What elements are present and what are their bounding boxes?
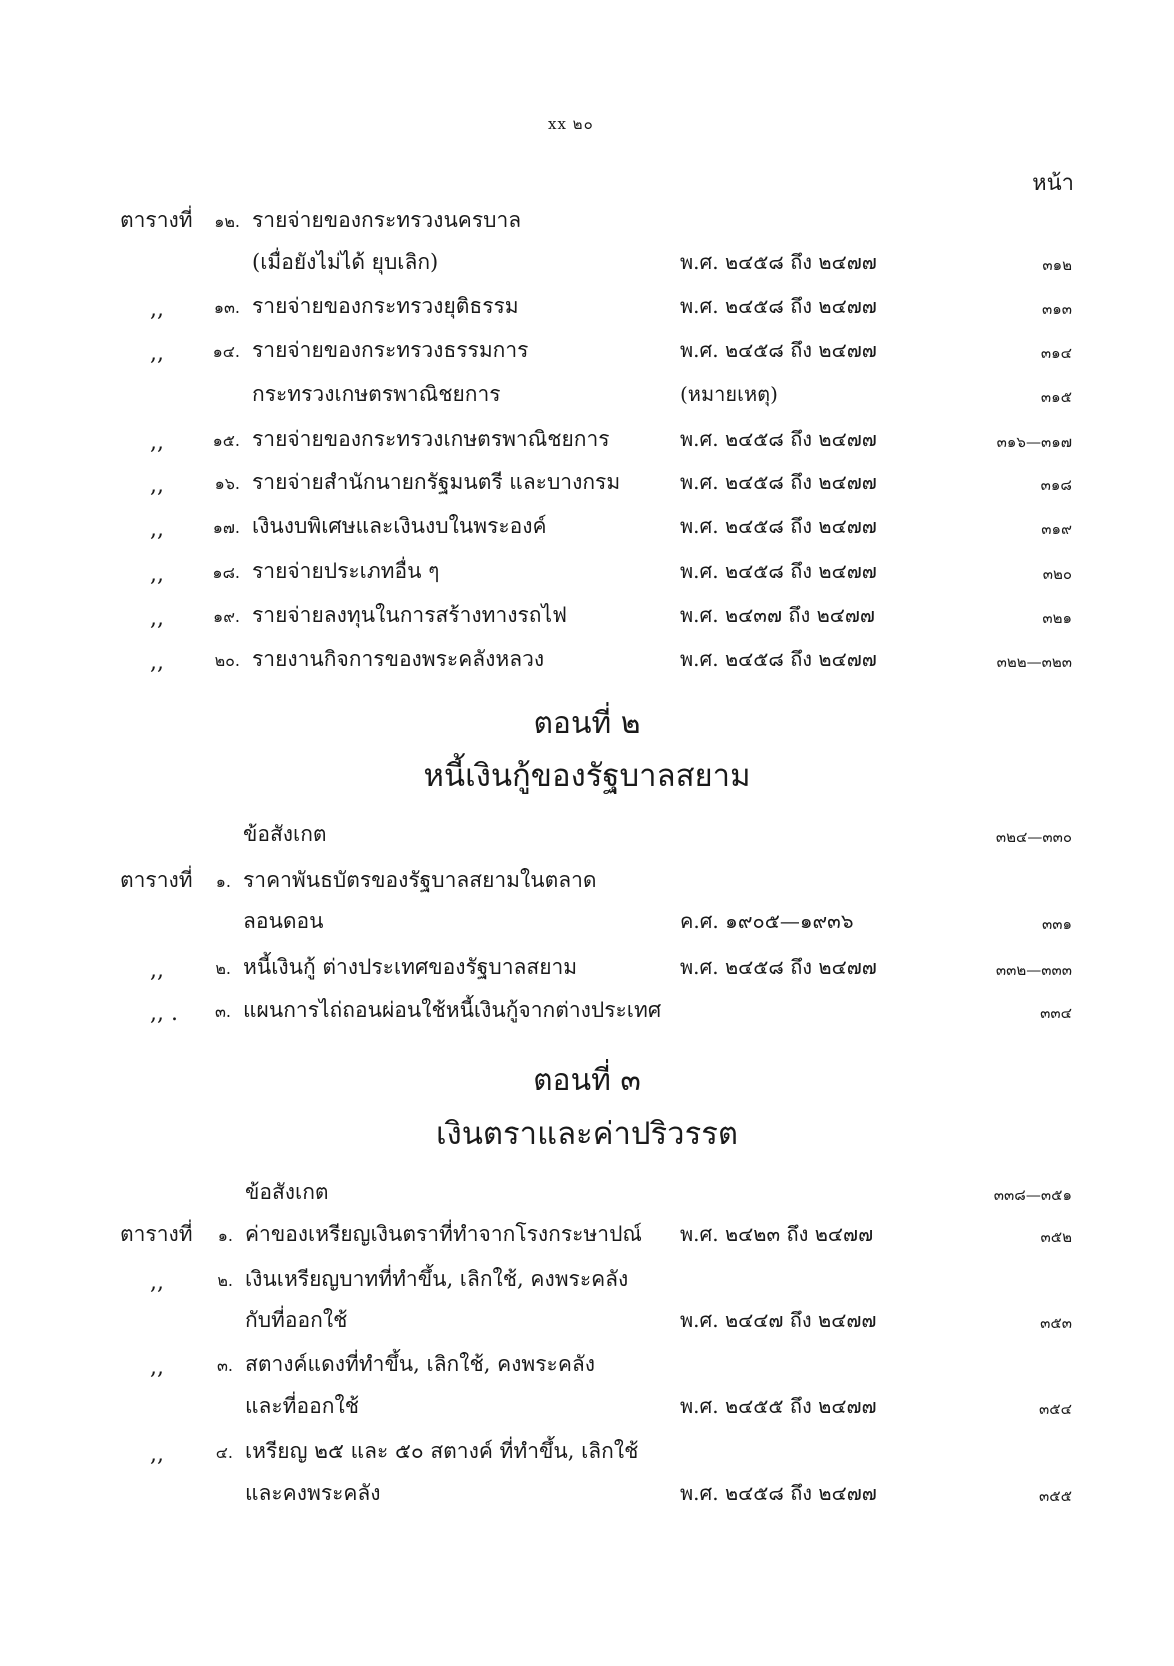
table-row-number: ๑๘.	[212, 563, 240, 582]
table-row-number: ๒.	[215, 959, 231, 978]
table-row-label: ,,	[150, 430, 164, 455]
table-row-date-range: (หมายเหตุ)	[680, 382, 778, 406]
table-row-page: ๓๕๒	[1040, 1228, 1072, 1246]
table-row-number: ๓.	[216, 1356, 233, 1375]
table-row-label: ,,	[150, 1355, 164, 1380]
table-row-description: รายจ่ายของกระทรวงนครบาล	[252, 208, 522, 232]
table-row-date-range: พ.ศ. ๒๔๕๘ ถึง ๒๔๗๗	[680, 427, 877, 451]
table-row-description: ค่าของเหรียญเงินตราที่ทำจากโรงกระษาปณ์	[245, 1222, 642, 1246]
table-row-description: รายจ่ายของกระทรวงเกษตรพาณิชยการ	[252, 427, 610, 451]
table-row-date-range: พ.ศ. ๒๔๕๘ ถึง ๒๔๗๗	[680, 1481, 877, 1505]
table-row-page: ๓๕๔	[1039, 1400, 1072, 1418]
table-row-description: รายจ่ายสำนักนายกรัฐมนตรี และบางกรม	[252, 470, 621, 494]
table-row-date-range: พ.ศ. ๒๔๒๓ ถึง ๒๔๗๗	[680, 1222, 874, 1246]
table-row-page: ๓๑๓	[1041, 300, 1072, 318]
table-row-label: ,,	[150, 1270, 164, 1295]
table-row-date-range: ค.ศ. ๑๙๐๕—๑๙๓๖	[680, 909, 854, 933]
table-row-number: ๓.	[214, 1002, 231, 1021]
table-row-description: แผนการไถ่ถอนผ่อนใช้หนี้เงินกู้จากต่างประเทศ	[243, 998, 662, 1022]
table-row-description: และที่ออกใช้	[245, 1394, 359, 1418]
part2-title: หนี้เงินกู้ของรัฐบาลสยาม	[423, 758, 751, 794]
table-row-description: ลอนดอน	[243, 909, 324, 933]
table-row-date-range: พ.ศ. ๒๔๕๘ ถึง ๒๔๗๗	[680, 294, 877, 318]
table-row-page: ๓๑๙	[1041, 520, 1072, 538]
table-row-number: ๑๙.	[213, 607, 240, 626]
table-row-description: รายจ่ายของกระทรวงยุติธรรม	[252, 294, 519, 318]
table-row-page: ๓๒๔—๓๓๐	[995, 828, 1072, 846]
table-row-number: ๑.	[217, 1226, 233, 1245]
table-row-page: ๓๒๑	[1042, 609, 1072, 627]
table-row-label: ตารางที่	[120, 208, 193, 232]
table-row-description: และคงพระคลัง	[245, 1481, 381, 1505]
table-row-label: ,,	[150, 1442, 164, 1467]
table-row-date-range: พ.ศ. ๒๔๕๘ ถึง ๒๔๗๗	[680, 250, 877, 274]
table-row-label: ,,	[150, 562, 164, 587]
table-row-date-range: พ.ศ. ๒๔๕๘ ถึง ๒๔๗๗	[680, 955, 877, 979]
table-row-label: ,,	[150, 473, 164, 498]
table-row-number: ๑๖.	[214, 474, 240, 493]
table-row-page: ๓๑๕	[1040, 388, 1072, 406]
table-row-number: ๔.	[215, 1443, 233, 1462]
table-row-description: เงินงบพิเศษและเงินงบในพระองค์	[252, 514, 547, 538]
table-row-description: ราคาพันธบัตรของรัฐบาลสยามในตลาด	[243, 868, 597, 892]
table-row-description: สตางค์แดงที่ทำขึ้น, เลิกใช้, คงพระคลัง	[245, 1352, 596, 1376]
table-row-page: ๓๓๑	[1041, 915, 1072, 933]
table-row-description: รายงานกิจการของพระคลังหลวง	[252, 647, 545, 671]
table-row-label: ,,	[150, 650, 164, 675]
table-row-label: ,,	[150, 958, 164, 983]
table-row-label: ตารางที่	[120, 868, 193, 892]
page-column-label: หน้า	[1032, 171, 1074, 196]
table-row-date-range: พ.ศ. ๒๔๕๘ ถึง ๒๔๗๗	[680, 470, 877, 494]
table-row-description: กระทรวงเกษตรพาณิชยการ	[252, 382, 501, 406]
table-row-description: หนี้เงินกู้ ต่างประเทศของรัฐบาลสยาม	[243, 955, 578, 979]
table-row-page: ๓๓๔	[1040, 1004, 1072, 1022]
part3-title: เงินตราและค่าปริวรรต	[435, 1116, 739, 1152]
table-row-number: ๑๒.	[214, 212, 240, 231]
table-row-date-range: พ.ศ. ๒๔๔๗ ถึง ๒๔๗๗	[680, 1308, 877, 1332]
table-row-date-range: พ.ศ. ๒๔๕๘ ถึง ๒๔๗๗	[680, 559, 877, 583]
table-row-page: ๓๕๕	[1039, 1487, 1072, 1505]
table-row-label: ,,	[150, 517, 164, 542]
table-row-description: (เมื่อยังไม่ได้ ยุบเลิก)	[252, 250, 439, 274]
table-row-page: ๓๓๘—๓๕๑	[993, 1186, 1072, 1204]
part2-heading: ตอนที่ ๒	[533, 706, 641, 741]
table-row-page: ๓๒๐	[1042, 565, 1072, 583]
table-row-date-range: พ.ศ. ๒๔๕๕ ถึง ๒๔๗๗	[680, 1394, 877, 1418]
table-row-page: ๓๒๒—๓๒๓	[996, 653, 1072, 671]
table-row-date-range: พ.ศ. ๒๔๓๗ ถึง ๒๔๗๗	[680, 603, 875, 627]
table-row-description: รายจ่ายประเภทอื่น ๆ	[252, 559, 440, 583]
table-row-number: ๑.	[215, 872, 231, 891]
table-row-number: ๑๗.	[212, 518, 240, 537]
table-row-date-range: พ.ศ. ๒๔๕๘ ถึง ๒๔๗๗	[680, 647, 877, 671]
table-row-label: ,,	[150, 341, 164, 366]
table-row-label: ,, .	[150, 1001, 178, 1026]
table-row-number: ๑๔.	[212, 342, 240, 361]
table-row-page: ๓๑๘	[1040, 476, 1072, 494]
table-row-description: รายจ่ายของกระทรวงธรรมการ	[252, 338, 529, 362]
table-row-date-range: พ.ศ. ๒๔๕๘ ถึง ๒๔๗๗	[680, 514, 877, 538]
table-row-page: ๓๕๓	[1040, 1314, 1072, 1332]
table-row-description: เงินเหรียญบาทที่ทำขึ้น, เลิกใช้, คงพระคลัง	[245, 1267, 629, 1291]
table-row-page: ๓๓๒—๓๓๓	[995, 961, 1072, 979]
table-row-number: ๑๓.	[213, 298, 240, 317]
page-number-header: xx ๒๐	[548, 115, 594, 133]
table-row-description: กับที่ออกใช้	[245, 1308, 348, 1332]
table-row-number: ๒.	[217, 1271, 233, 1290]
table-row-description: เหรียญ ๒๕ และ ๕๐ สตางค์ ที่ทำขึ้น, เลิกใช้	[245, 1439, 639, 1463]
table-row-number: ๑๕.	[212, 431, 240, 450]
table-row-label: ,,	[150, 297, 164, 322]
table-row-page: ๓๑๖—๓๑๗	[996, 433, 1072, 451]
table-row-page: ๓๑๔	[1040, 344, 1072, 362]
table-row-description: ข้อสังเกต	[245, 1180, 329, 1204]
table-row-label: ,,	[150, 606, 164, 631]
table-row-description: รายจ่ายลงทุนในการสร้างทางรถไฟ	[252, 603, 567, 627]
table-row-number: ๒๐.	[214, 651, 240, 670]
table-row-page: ๓๑๒	[1042, 256, 1072, 274]
table-row-label: ตารางที่	[120, 1222, 193, 1246]
table-row-description: ข้อสังเกต	[243, 822, 327, 846]
table-row-date-range: พ.ศ. ๒๔๕๘ ถึง ๒๔๗๗	[680, 338, 877, 362]
part3-heading: ตอนที่ ๓	[533, 1063, 641, 1098]
